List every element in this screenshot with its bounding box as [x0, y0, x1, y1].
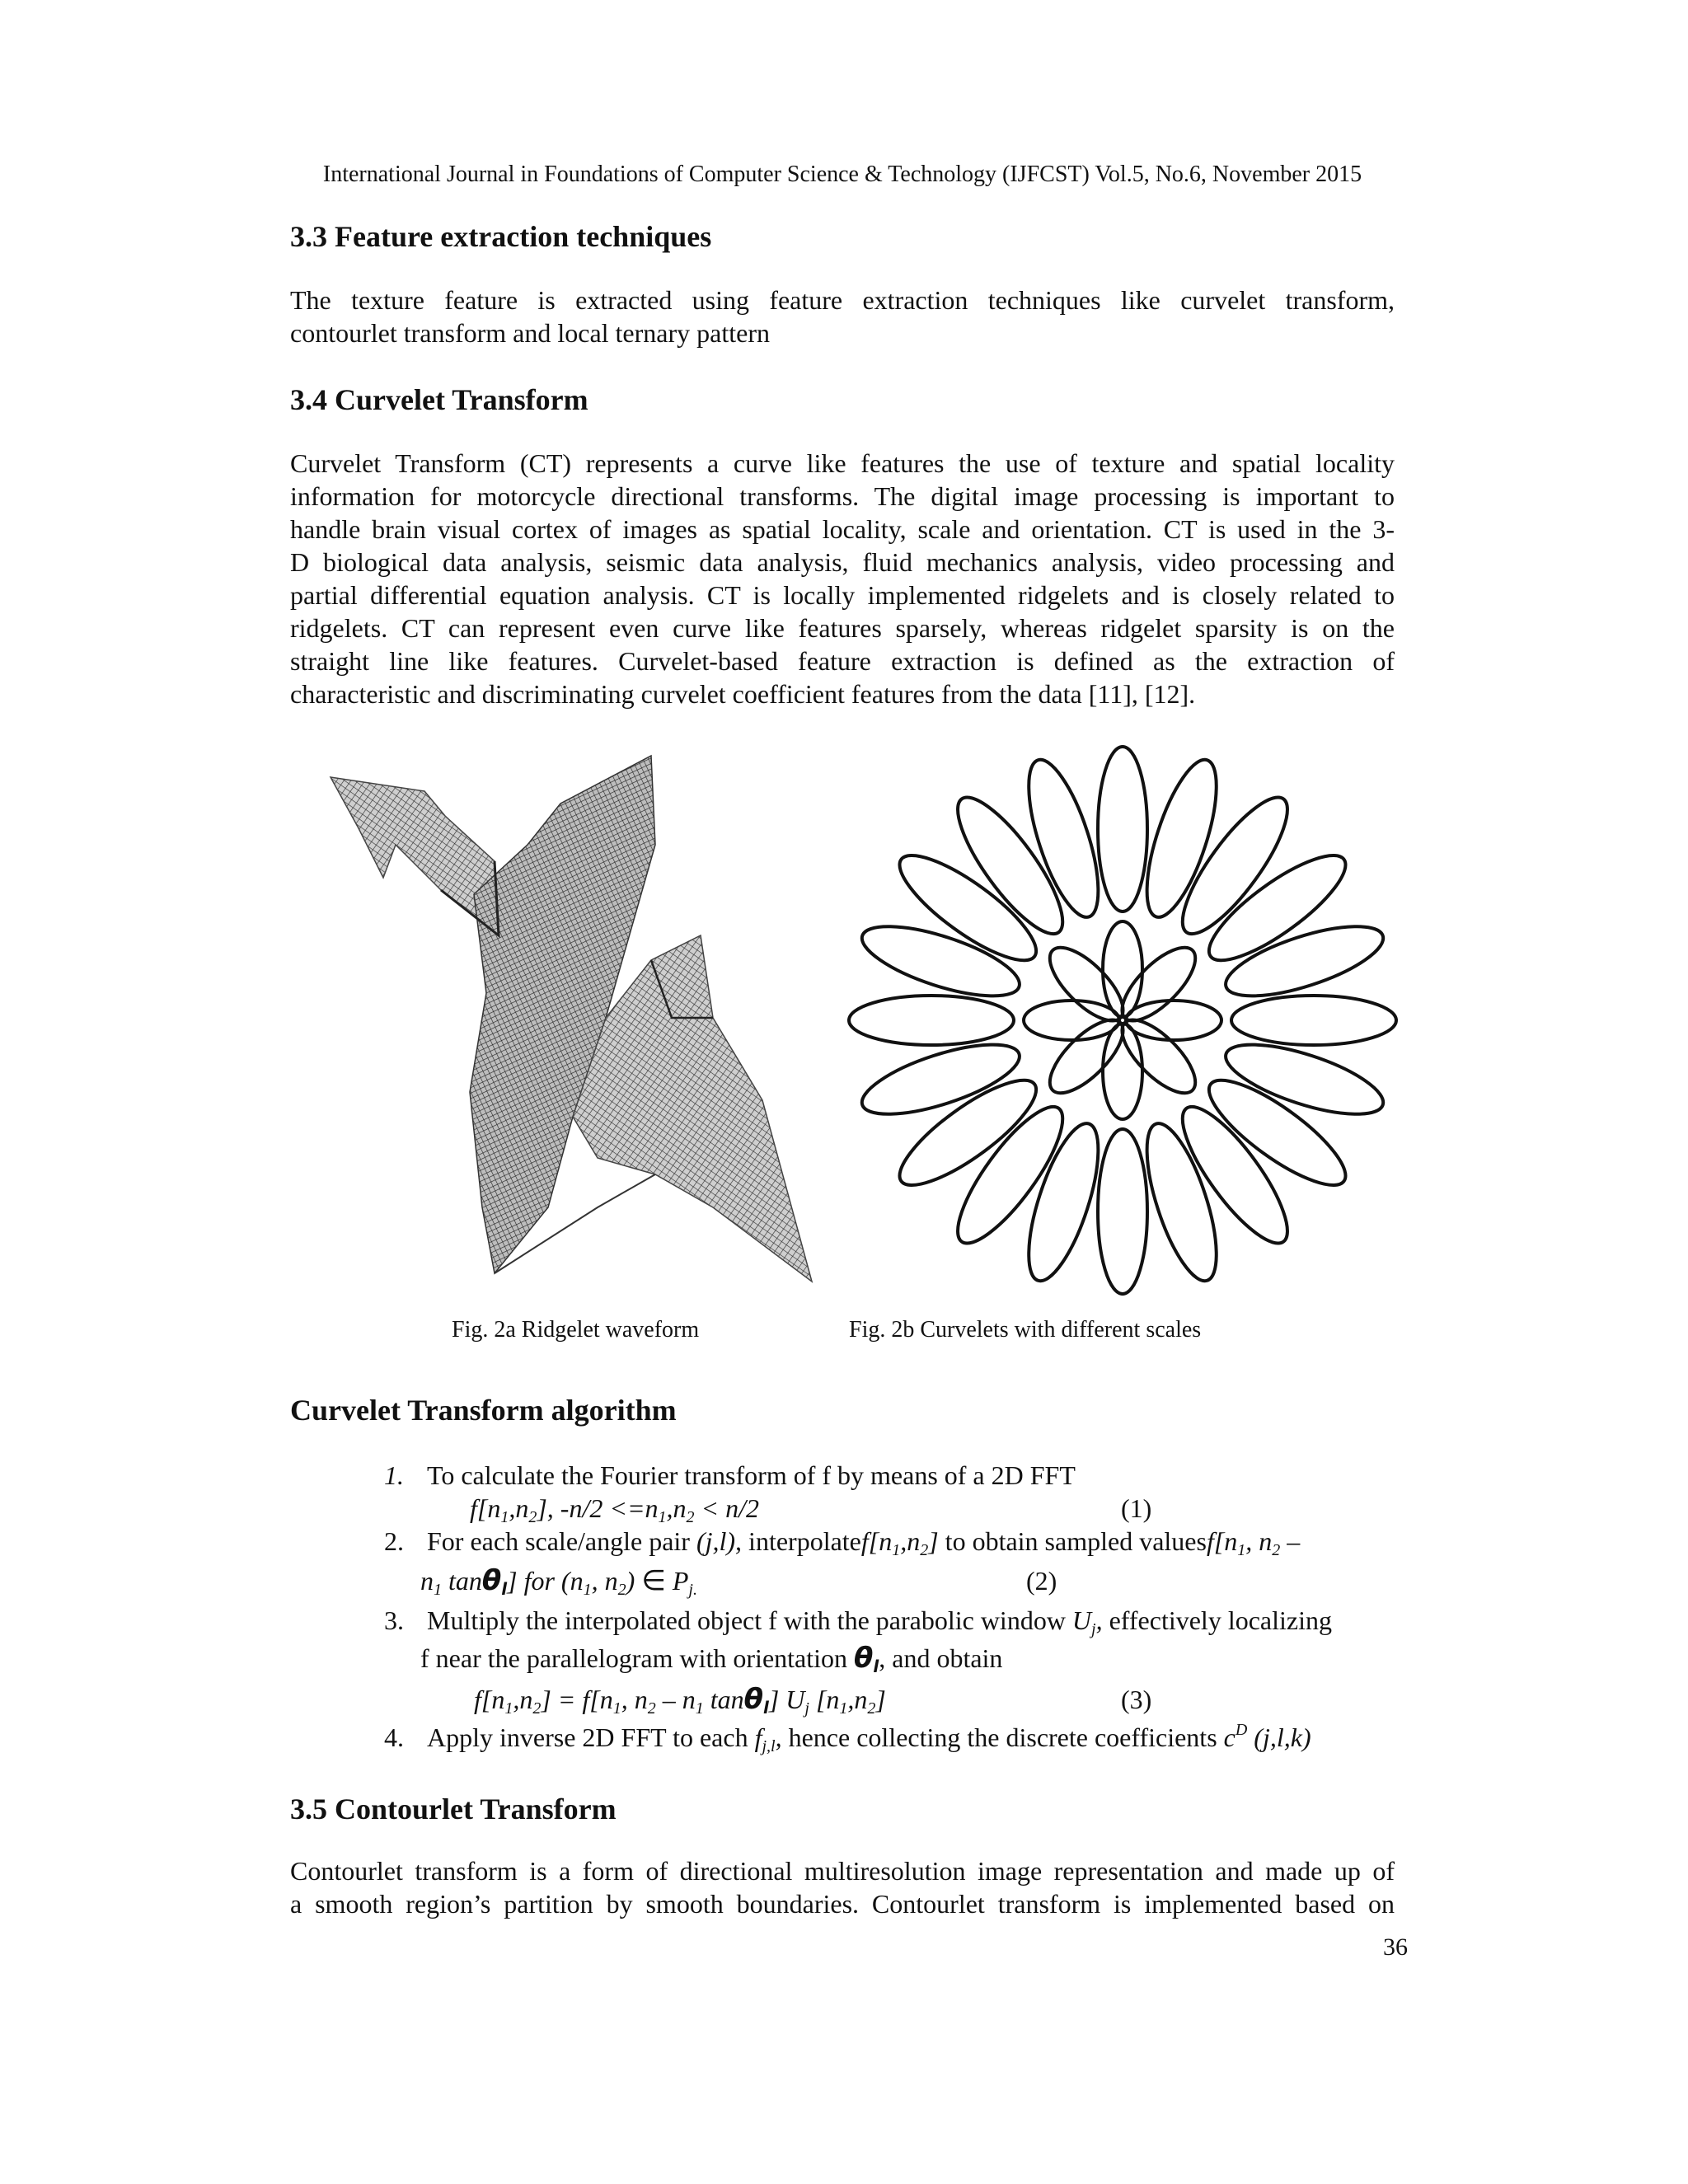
- algorithm-step-4: 4. Apply inverse 2D FFT to each $f_{j,l}$, hence collecting the discrete coefficients $c^D$ (j,l,k): [363, 1721, 1311, 1754]
- page-number: 36: [1383, 1933, 1408, 1961]
- step-text: f near the parallelogram with orientation: [420, 1643, 848, 1673]
- section-3-5-paragraph: [290, 1854, 1395, 1920]
- step-number: 2.: [384, 1526, 404, 1556]
- step-text: effectively localizing: [1109, 1605, 1332, 1635]
- step-text: To calculate the Fourier transform of f by means of a 2D FFT: [427, 1460, 1076, 1490]
- step-text: and obtain: [892, 1643, 1003, 1673]
- paragraph-line: information for motorcycle directional transforms. The digital image processing is important to: [290, 481, 1395, 511]
- curvelet-ellipse: [1098, 1129, 1147, 1294]
- fig2b-caption: Fig. 2b Curvelets with different scales: [849, 1317, 1202, 1343]
- equation-1-number: (1): [1121, 1493, 1152, 1523]
- algorithm-step-2: 2. For each scale/angle pair (j,l), $interpolatef[n_1,n_2]$ to obtain sampled $valuesf[n_1$, $n_2$ –: [363, 1525, 1300, 1558]
- section-3-4-paragraph: [290, 447, 1395, 710]
- equation-1: $f[n_1,n_2]$, $-n/2 <=n_1,n_2 < n/2$: [470, 1493, 760, 1526]
- paragraph-line: a smooth region’s partition by smooth boundaries. Contourlet transform is implemented based on: [290, 1889, 1395, 1919]
- curvelet-ellipse: [887, 840, 1049, 977]
- step-2-continuation: $n_1$ tanθ$_l$] for ($n_1$, $n_2$) ∈ $P_{j.}$: [420, 1564, 697, 1599]
- step-text: interpolate: [748, 1526, 861, 1556]
- paragraph-line: contourlet transform and local ternary pattern: [290, 318, 770, 348]
- step-text: Multiply the interpolated object f with the parabolic window: [427, 1605, 1066, 1635]
- curvelet-ellipse: [1196, 840, 1358, 977]
- step-number: 3.: [384, 1605, 404, 1635]
- curvelets-scales-figure: [837, 742, 1414, 1298]
- algorithm-title: Curvelet Transform algorithm: [290, 1394, 677, 1427]
- curvelet-ellipse: [942, 1094, 1079, 1256]
- curvelet-ellipse: [1196, 1064, 1358, 1201]
- equation-2-number: (2): [1026, 1566, 1057, 1596]
- step-text: Apply inverse 2D FFT to each: [427, 1722, 748, 1752]
- algorithm-step-1: [363, 1459, 1076, 1492]
- paragraph-line: characteristic and discriminating curvelet coefficient features from the data [11], [12].: [290, 679, 1196, 709]
- curvelet-ellipse: [1166, 1094, 1303, 1256]
- paragraph-line: handle brain visual cortex of images as spatial locality, scale and orientation. CT is used in the 3-: [290, 514, 1395, 544]
- paragraph-line: partial differential equation analysis. CT is locally implemented ridgelets and is closely related to: [290, 580, 1395, 610]
- curvelet-ellipse: [1098, 747, 1147, 912]
- equation-3-number: (3): [1121, 1685, 1152, 1714]
- algorithm-step-3: 3. Multiply the interpolated object f with the parabolic window $U_j$, effectively localizing: [363, 1604, 1332, 1637]
- journal-header: International Journal in Foundations of Computer Science & Technology (IJFCST) Vol.5, No.6, November 2015: [322, 162, 1362, 187]
- step-number: 1.: [384, 1460, 404, 1490]
- paragraph-line: Contourlet transform is a form of directional multiresolution image representation and made up of: [290, 1856, 1395, 1886]
- step-3-continuation: f near the parallelogram with orientation $\theta_l$, and obtain: [420, 1642, 1003, 1676]
- step-text: hence collecting the discrete coefficients: [788, 1722, 1217, 1752]
- paragraph-line: The texture feature is extracted using feature extraction techniques like curvelet transform,: [290, 285, 1395, 315]
- section-3-4-title: 3.4 Curvelet Transform: [290, 383, 588, 416]
- curvelet-ellipse: [1166, 785, 1303, 947]
- paragraph-line: D biological data analysis, seismic data analysis, fluid mechanics analysis, video processing and: [290, 547, 1395, 577]
- section-3-5-title: 3.5 Contourlet Transform: [290, 1793, 617, 1825]
- paragraph-line: Curvelet Transform (CT) represents a curve like features the use of texture and spatial locality: [290, 448, 1395, 478]
- curvelet-ellipse: [1231, 996, 1396, 1045]
- curvelet-ellipse: [887, 1064, 1049, 1201]
- curvelet-ellipse: [1039, 936, 1134, 1032]
- ridgelet-waveform-figure: [326, 746, 824, 1290]
- step-text: to obtain sampled values: [945, 1526, 1207, 1556]
- paragraph-line: straight line like features. Curvelet-based feature extraction is defined as the extraction of: [290, 646, 1395, 676]
- algorithm-steps: [363, 1459, 1401, 1755]
- curvelet-ellipse: [849, 996, 1014, 1045]
- step-number: 4.: [384, 1722, 404, 1752]
- paragraph-line: ridgelets. CT can represent even curve like features sparsely, whereas ridgelet sparsity is on the: [290, 613, 1395, 643]
- step-text: For each scale/angle pair: [427, 1526, 690, 1556]
- section-3-3-title: 3.3 Feature extraction techniques: [290, 220, 712, 253]
- fig2a-caption: Fig. 2a Ridgelet waveform: [452, 1317, 700, 1343]
- curvelet-ellipse: [942, 785, 1079, 947]
- equation-3: $f[n_1,n_2] = f[n_1$, $n_2 - n_1$ tanθ$_l$] $U_j$ $[n_1,n_2]$: [474, 1683, 886, 1718]
- section-3-3-paragraph: [290, 284, 1395, 349]
